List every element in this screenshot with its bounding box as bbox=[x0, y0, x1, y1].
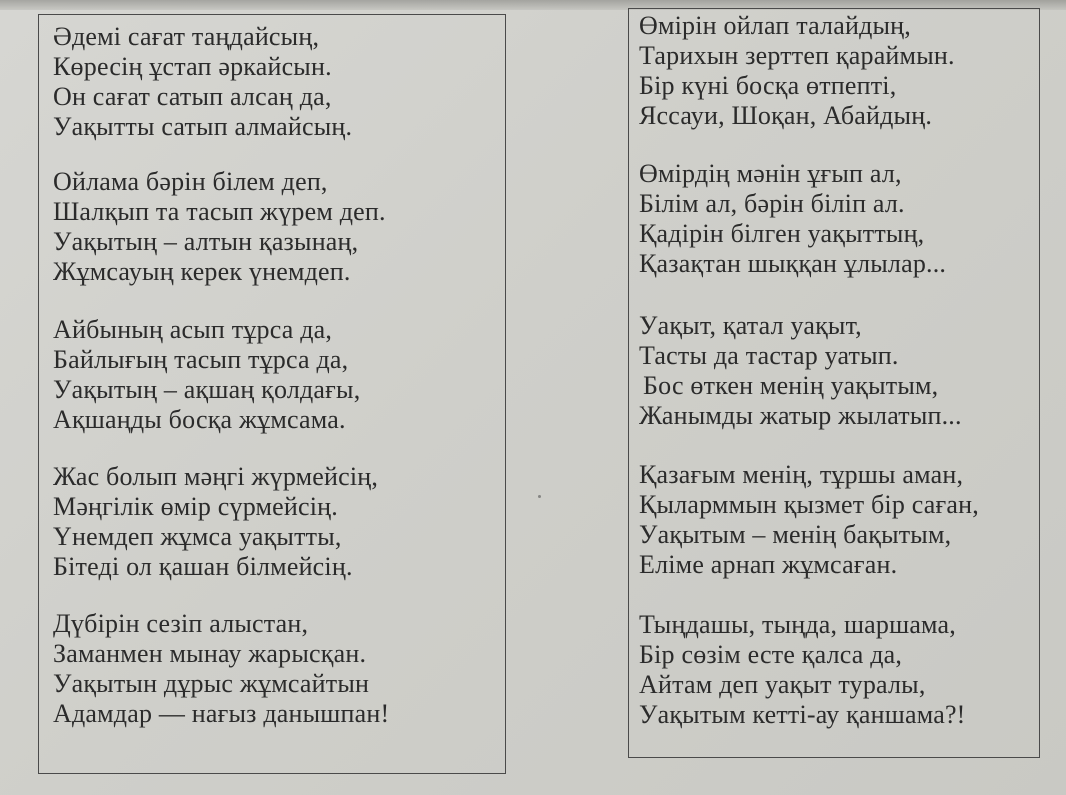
left-stanza-5-line-4: Адамдар — нағыз данышпан! bbox=[53, 699, 390, 728]
right-stanza-4-line-1: Қазағым менің, тұршы аман, bbox=[639, 460, 964, 489]
right-stanza-5-line-4: Уақытым кетті-ау қаншама?! bbox=[639, 700, 966, 729]
right-stanza-1-line-2: Тарихын зерттеп қараймын. bbox=[639, 41, 955, 70]
left-stanza-3-line-2: Байлығың тасып тұрса да, bbox=[53, 345, 349, 374]
right-stanza-3-line-2: Тасты да тастар уатып. bbox=[639, 341, 899, 370]
right-stanza-2-line-1: Өмірдің мәнін ұғып ал, bbox=[639, 159, 902, 188]
left-stanza-5-line-2: Заманмен мынау жарысқан. bbox=[53, 639, 367, 668]
left-stanza-4-line-3: Үнемдеп жұмса уақытты, bbox=[53, 522, 342, 551]
right-stanza-5-line-3: Айтам деп уақыт туралы, bbox=[639, 670, 926, 699]
right-stanza-1-line-4: Яссауи, Шоқан, Абайдың. bbox=[639, 101, 933, 130]
left-stanza-2-line-4: Жұмсауың керек үнемдеп. bbox=[53, 257, 351, 286]
left-stanza-2-line-2: Шалқып та тасып жүрем деп. bbox=[53, 197, 386, 226]
left-stanza-1-line-1: Әдемі сағат таңдайсың, bbox=[53, 22, 320, 51]
left-stanza-5-line-3: Уақытын дұрыс жұмсайтын bbox=[53, 669, 370, 698]
left-stanza-3-line-1: Айбының асып тұрса да, bbox=[53, 315, 333, 344]
left-stanza-1-line-4: Уақытты сатып алмайсың. bbox=[53, 112, 353, 141]
right-stanza-4-line-2: Қыларммын қызмет бір саған, bbox=[639, 490, 979, 519]
left-stanza-4-line-2: Мәңгілік өмір сүрмейсің. bbox=[53, 492, 338, 521]
left-stanza-3-line-4: Ақшаңды босқа жұмсама. bbox=[53, 405, 346, 434]
left-stanza-1-line-2: Көресің ұстап әркайсын. bbox=[53, 52, 332, 81]
left-poem-box bbox=[38, 14, 506, 774]
right-stanza-5-line-1: Тыңдашы, тыңда, шаршама, bbox=[639, 610, 956, 639]
right-stanza-2-line-4: Қазақтан шыққан ұлылар... bbox=[639, 249, 947, 278]
right-stanza-3-line-4: Жанымды жатыр жылатып... bbox=[639, 401, 962, 430]
left-stanza-5-line-1: Дүбірін сезіп алыстан, bbox=[53, 609, 309, 638]
right-stanza-2-line-3: Қадірін білген уақыттың, bbox=[639, 219, 925, 248]
left-stanza-3-line-3: Уақытың – ақшаң қолдағы, bbox=[53, 375, 361, 404]
left-stanza-4-line-1: Жас болып мәңгі жүрмейсің, bbox=[53, 462, 379, 491]
right-stanza-3-line-1: Уақыт, қатал уақыт, bbox=[639, 311, 862, 340]
right-stanza-4-line-4: Еліме арнап жұмсаған. bbox=[639, 550, 898, 579]
right-poem-box bbox=[628, 8, 1040, 758]
right-stanza-1-line-3: Бір күні босқа өтпепті, bbox=[639, 71, 897, 100]
left-stanza-2-line-1: Ойлама бәрін білем деп, bbox=[53, 167, 328, 196]
right-stanza-1-line-1: Өмірін ойлап талайдың, bbox=[639, 11, 911, 40]
left-stanza-4-line-4: Бітеді ол қашан білмейсің. bbox=[53, 552, 353, 581]
paper-speck bbox=[538, 495, 541, 498]
right-stanza-5-line-2: Бір сөзім есте қалса да, bbox=[639, 640, 903, 669]
right-stanza-2-line-2: Білім ал, бәрін біліп ал. bbox=[639, 189, 905, 218]
left-stanza-2-line-3: Уақытың – алтын қазынаң, bbox=[53, 227, 359, 256]
right-stanza-3-line-3: Бос өткен менің уақытым, bbox=[643, 371, 939, 400]
right-stanza-4-line-3: Уақытым – менің бақытым, bbox=[639, 520, 952, 549]
left-stanza-1-line-3: Он сағат сатып алсаң да, bbox=[53, 82, 332, 111]
